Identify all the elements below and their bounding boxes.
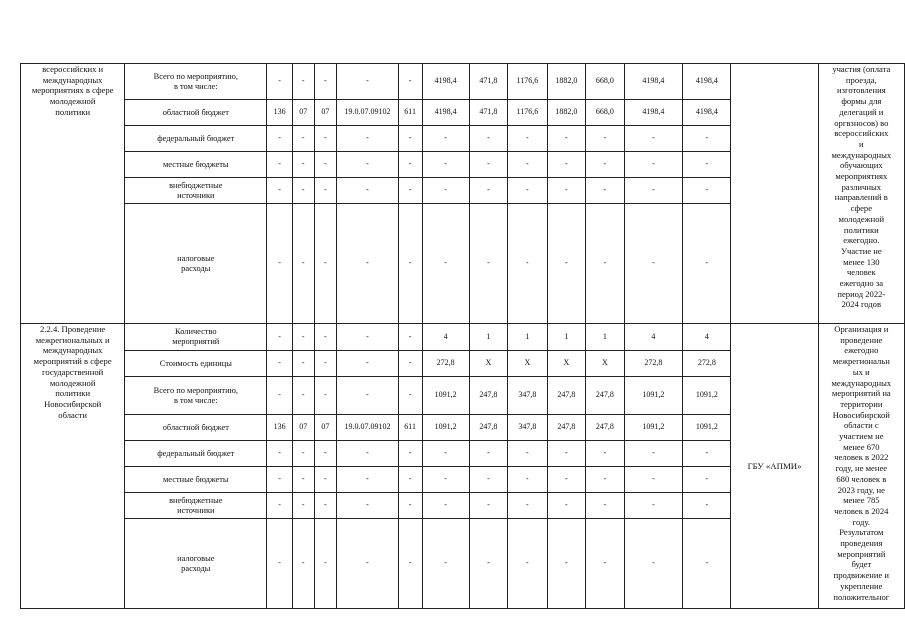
csr-cell: - [337, 351, 399, 377]
rz-cell: 07 [292, 100, 314, 126]
text-line: всероссийских [834, 128, 889, 139]
text-line: внебюджетные [169, 180, 223, 190]
y2022-cell: - [469, 204, 507, 324]
text-line: расходы [181, 263, 211, 273]
text-line: году, не менее [835, 463, 888, 474]
y2024-cell: 247,8 [547, 377, 586, 415]
sum-a-cell: 4198,4 [624, 100, 683, 126]
total-cell: - [422, 441, 469, 467]
y2025-cell: 247,8 [586, 377, 624, 415]
text-line: 2.2.4. Проведение [40, 324, 106, 334]
total-cell: - [422, 152, 469, 178]
total-cell: 4198,4 [422, 100, 469, 126]
rz-cell: - [292, 204, 314, 324]
funding-category-cell [125, 178, 267, 204]
sum-b-cell: - [683, 467, 731, 493]
text-line: мероприятиях [835, 171, 888, 182]
text-line: местные бюджеты [163, 474, 229, 484]
text-line: налоговые [177, 253, 215, 263]
rz-cell: - [292, 441, 314, 467]
y2024-cell: - [547, 204, 586, 324]
vr-cell: - [398, 493, 422, 519]
rz-cell: - [292, 493, 314, 519]
text-line: международных [42, 74, 103, 85]
grbs-cell: - [267, 493, 293, 519]
text-line: внебюджетные [169, 495, 223, 505]
text-line: человек в 2022 [834, 452, 889, 463]
sum-a-cell: - [624, 152, 683, 178]
sum-a-cell: 4 [624, 324, 683, 351]
total-cell: - [422, 493, 469, 519]
y2023-cell: 1176,6 [508, 64, 548, 100]
rz-cell: - [292, 377, 314, 415]
grbs-cell: - [267, 152, 293, 178]
text-line: менее 785 [843, 495, 880, 506]
vr-cell: - [398, 204, 422, 324]
text-line: оргвзносов) во [834, 117, 889, 128]
total-cell: - [422, 519, 469, 609]
y2022-cell: 471,8 [469, 64, 507, 100]
text-line: Стоимость единицы [159, 358, 232, 368]
vr-cell: 611 [398, 100, 422, 126]
pr-cell: 07 [314, 100, 337, 126]
y2023-cell: X [508, 351, 548, 377]
y2024-cell: - [547, 493, 586, 519]
text-line: участием не [839, 431, 884, 442]
y2024-cell: - [547, 152, 586, 178]
pr-cell: - [314, 64, 337, 100]
vr-cell: - [398, 152, 422, 178]
activity-description-cell [21, 324, 125, 609]
rz-cell: - [292, 519, 314, 609]
table-row [21, 64, 905, 100]
csr-cell: - [337, 493, 399, 519]
text-line: налоговые [177, 553, 215, 563]
vr-cell: - [398, 126, 422, 152]
text-line: продвижение и [833, 570, 890, 581]
sum-b-cell: 4198,4 [683, 100, 731, 126]
vr-cell: - [398, 351, 422, 377]
pr-cell: - [314, 324, 337, 351]
y2024-cell: 1882,0 [547, 64, 586, 100]
y2024-cell: - [547, 126, 586, 152]
funding-category-cell [125, 152, 267, 178]
text-line: человек [846, 267, 876, 278]
y2024-cell: - [547, 441, 586, 467]
text-line: мероприятий [837, 548, 886, 559]
sum-b-cell: - [683, 519, 731, 609]
vr-cell: - [398, 178, 422, 204]
text-line: территории [840, 398, 883, 409]
funding-category-cell [125, 100, 267, 126]
y2024-cell: - [547, 467, 586, 493]
y2023-cell: 1 [508, 324, 548, 351]
y2025-cell: 668,0 [586, 100, 624, 126]
text-line: международных [42, 345, 103, 356]
text-line: расходы [181, 563, 211, 573]
rz-cell: - [292, 64, 314, 100]
text-line: политики [55, 388, 91, 399]
y2025-cell: - [586, 467, 624, 493]
y2023-cell: - [508, 126, 548, 152]
executor-name: ГБУ «АПМИ» [747, 460, 802, 471]
text-line: международных [831, 377, 892, 388]
grbs-cell: 136 [267, 415, 293, 441]
text-line: областной бюджет [162, 107, 229, 117]
pr-cell: - [314, 441, 337, 467]
y2024-cell: - [547, 178, 586, 204]
y2025-cell: - [586, 152, 624, 178]
pr-cell: - [314, 178, 337, 204]
table-row [21, 324, 905, 351]
total-cell: 1091,2 [422, 377, 469, 415]
y2022-cell: X [469, 351, 507, 377]
y2022-cell: - [469, 178, 507, 204]
rz-cell: - [292, 178, 314, 204]
text-line: мероприятиях в сфере [31, 85, 114, 96]
text-line: политики [843, 224, 879, 235]
text-line: Новосибирской [44, 398, 102, 409]
grbs-cell: - [267, 64, 293, 100]
text-line: ежегодно за [839, 278, 884, 289]
text-line: формы для [841, 96, 882, 107]
pr-cell: - [314, 152, 337, 178]
text-line: будет [851, 559, 872, 570]
text-line: области с [843, 420, 879, 431]
csr-cell: - [337, 377, 399, 415]
text-line: молодежной [838, 213, 885, 224]
vr-cell: - [398, 64, 422, 100]
sum-a-cell: 1091,2 [624, 415, 683, 441]
grbs-cell: - [267, 441, 293, 467]
sum-b-cell: 272,8 [683, 351, 731, 377]
sum-a-cell: - [624, 178, 683, 204]
funding-category-cell [125, 126, 267, 152]
text-line: государственной [42, 366, 104, 377]
text-line: федеральный бюджет [157, 448, 235, 458]
text-line: 2024 годов [841, 299, 882, 310]
sum-b-cell: 4198,4 [683, 64, 731, 100]
y2025-cell: - [586, 519, 624, 609]
y2023-cell: 347,8 [508, 415, 548, 441]
y2022-cell: - [469, 519, 507, 609]
text-line: областной бюджет [162, 422, 229, 432]
rz-cell: - [292, 351, 314, 377]
text-line: изготовления [837, 85, 886, 96]
csr-cell: - [337, 324, 399, 351]
pr-cell: - [314, 493, 337, 519]
expected-result-cell [818, 64, 904, 324]
text-line: Результатом [839, 527, 884, 538]
y2022-cell: - [469, 126, 507, 152]
sum-a-cell: 4198,4 [624, 64, 683, 100]
csr-cell: - [337, 204, 399, 324]
y2023-cell: 347,8 [508, 377, 548, 415]
text-line: области [58, 409, 88, 420]
y2024-cell: 1 [547, 324, 586, 351]
funding-category-cell [125, 324, 267, 351]
sum-b-cell: 1091,2 [683, 377, 731, 415]
csr-cell: - [337, 64, 399, 100]
csr-cell: - [337, 126, 399, 152]
y2024-cell: X [547, 351, 586, 377]
budget-table [20, 63, 905, 609]
text-line: менее 670 [843, 441, 880, 452]
text-line: межрегиональных и [35, 334, 110, 345]
total-cell: - [422, 204, 469, 324]
text-line: обучающих [839, 160, 883, 171]
text-line: мероприятий на [831, 388, 891, 399]
text-line: сфере [850, 203, 873, 214]
csr-cell: - [337, 152, 399, 178]
y2023-cell: - [508, 467, 548, 493]
funding-category-cell [125, 415, 267, 441]
y2025-cell: - [586, 493, 624, 519]
total-cell: 272,8 [422, 351, 469, 377]
sum-a-cell: - [624, 126, 683, 152]
y2024-cell: 247,8 [547, 415, 586, 441]
activity-description-cell [21, 64, 125, 324]
text-line: межрегиональн [832, 356, 890, 367]
text-line: Количество [175, 327, 217, 336]
funding-category-cell [125, 441, 267, 467]
text-line: молодежной [49, 377, 96, 388]
text-line: направлений в [834, 192, 888, 203]
text-line: году. [852, 516, 870, 527]
pr-cell: - [314, 519, 337, 609]
y2025-cell: 247,8 [586, 415, 624, 441]
pr-cell: - [314, 377, 337, 415]
grbs-cell: - [267, 519, 293, 609]
text-line: политики [55, 106, 91, 117]
csr-cell: - [337, 441, 399, 467]
grbs-cell: - [267, 351, 293, 377]
funding-category-cell [125, 467, 267, 493]
funding-category-cell [125, 493, 267, 519]
text-line: местные бюджеты [163, 159, 229, 169]
y2023-cell: - [508, 178, 548, 204]
y2022-cell: 247,8 [469, 415, 507, 441]
y2024-cell: - [547, 519, 586, 609]
pr-cell: - [314, 467, 337, 493]
csr-cell: - [337, 519, 399, 609]
text-line: ых и [852, 366, 870, 377]
text-line: Участие не [840, 245, 882, 256]
text-line: Всего по мероприятию, [153, 385, 238, 395]
sum-a-cell: - [624, 519, 683, 609]
y2023-cell: - [508, 441, 548, 467]
funding-category-cell [125, 377, 267, 415]
rz-cell: - [292, 152, 314, 178]
rz-cell: - [292, 126, 314, 152]
funding-category-cell [125, 204, 267, 324]
total-cell: 4198,4 [422, 64, 469, 100]
y2023-cell: - [508, 493, 548, 519]
y2023-cell: - [508, 519, 548, 609]
total-cell: - [422, 126, 469, 152]
y2025-cell: - [586, 441, 624, 467]
csr-cell: 19.0.07.09102 [337, 415, 399, 441]
sum-b-cell: - [683, 152, 731, 178]
text-line: положительног [833, 591, 890, 602]
executor-cell [731, 324, 818, 609]
rz-cell: - [292, 324, 314, 351]
text-line: всероссийских и [42, 64, 104, 74]
vr-cell: - [398, 467, 422, 493]
text-line: делегаций и [839, 106, 884, 117]
y2025-cell: 1 [586, 324, 624, 351]
sum-b-cell: 1091,2 [683, 415, 731, 441]
text-line: федеральный бюджет [157, 133, 235, 143]
expected-result-cell [818, 324, 904, 609]
y2023-cell: - [508, 152, 548, 178]
grbs-cell: - [267, 377, 293, 415]
sum-a-cell: - [624, 467, 683, 493]
sum-b-cell: - [683, 441, 731, 467]
text-line: 2023 году, не [837, 484, 885, 495]
text-line: источники [177, 190, 215, 200]
y2022-cell: - [469, 493, 507, 519]
text-line: мероприятий в сфере [33, 356, 112, 367]
sum-b-cell: - [683, 493, 731, 519]
rz-cell: 07 [292, 415, 314, 441]
y2025-cell: X [586, 351, 624, 377]
y2022-cell: 1 [469, 324, 507, 351]
text-line: проведения [840, 538, 883, 549]
total-cell: 4 [422, 324, 469, 351]
grbs-cell: - [267, 178, 293, 204]
sum-a-cell: - [624, 493, 683, 519]
y2023-cell: - [508, 204, 548, 324]
csr-cell: 19.0.07.09102 [337, 100, 399, 126]
vr-cell: - [398, 519, 422, 609]
funding-category-cell [125, 351, 267, 377]
grbs-cell: - [267, 204, 293, 324]
text-line: период 2022- [837, 288, 886, 299]
text-line: мероприятий [172, 337, 220, 346]
pr-cell: - [314, 351, 337, 377]
text-line: менее 130 [843, 256, 880, 267]
sum-b-cell: - [683, 204, 731, 324]
total-cell: - [422, 178, 469, 204]
funding-category-cell [125, 64, 267, 100]
pr-cell: - [314, 126, 337, 152]
y2022-cell: 471,8 [469, 100, 507, 126]
y2025-cell: - [586, 126, 624, 152]
text-line: ежегодно. [843, 235, 880, 246]
csr-cell: - [337, 467, 399, 493]
text-line: укрепление [840, 580, 883, 591]
y2025-cell: 668,0 [586, 64, 624, 100]
executor-cell [731, 64, 818, 324]
y2023-cell: 1176,6 [508, 100, 548, 126]
text-line: Новосибирской [832, 409, 890, 420]
sum-b-cell: - [683, 178, 731, 204]
pr-cell: 07 [314, 415, 337, 441]
sum-a-cell: 272,8 [624, 351, 683, 377]
y2025-cell: - [586, 204, 624, 324]
sum-b-cell: 4 [683, 324, 731, 351]
text-line: и [859, 138, 864, 149]
budget-table-page [20, 63, 905, 609]
funding-category-cell [125, 519, 267, 609]
total-cell: - [422, 467, 469, 493]
y2024-cell: 1882,0 [547, 100, 586, 126]
text-line: участия (оплата [832, 64, 891, 74]
text-line: 680 человек в [836, 473, 887, 484]
text-line: Всего по мероприятию, [153, 71, 238, 81]
y2022-cell: - [469, 152, 507, 178]
text-line: проведение [840, 334, 883, 345]
y2025-cell: - [586, 178, 624, 204]
csr-cell: - [337, 178, 399, 204]
grbs-cell: 136 [267, 100, 293, 126]
vr-cell: - [398, 441, 422, 467]
text-line: ежегодно [844, 345, 879, 356]
sum-a-cell: 1091,2 [624, 377, 683, 415]
vr-cell: 611 [398, 415, 422, 441]
text-line: Организация и [834, 324, 889, 334]
sum-b-cell: - [683, 126, 731, 152]
grbs-cell: - [267, 324, 293, 351]
text-line: молодежной [49, 96, 96, 107]
text-line: человек в 2024 [834, 505, 889, 516]
text-line: источники [177, 505, 215, 515]
grbs-cell: - [267, 467, 293, 493]
y2022-cell: 247,8 [469, 377, 507, 415]
sum-a-cell: - [624, 441, 683, 467]
total-cell: 1091,2 [422, 415, 469, 441]
text-line: международных [831, 149, 892, 160]
text-line: проезда, [845, 74, 877, 85]
vr-cell: - [398, 377, 422, 415]
text-line: в том числе: [173, 81, 218, 91]
vr-cell: - [398, 324, 422, 351]
sum-a-cell: - [624, 204, 683, 324]
text-line: в том числе: [173, 395, 218, 405]
text-line: различных [841, 181, 882, 192]
rz-cell: - [292, 467, 314, 493]
y2022-cell: - [469, 467, 507, 493]
pr-cell: - [314, 204, 337, 324]
y2022-cell: - [469, 441, 507, 467]
grbs-cell: - [267, 126, 293, 152]
